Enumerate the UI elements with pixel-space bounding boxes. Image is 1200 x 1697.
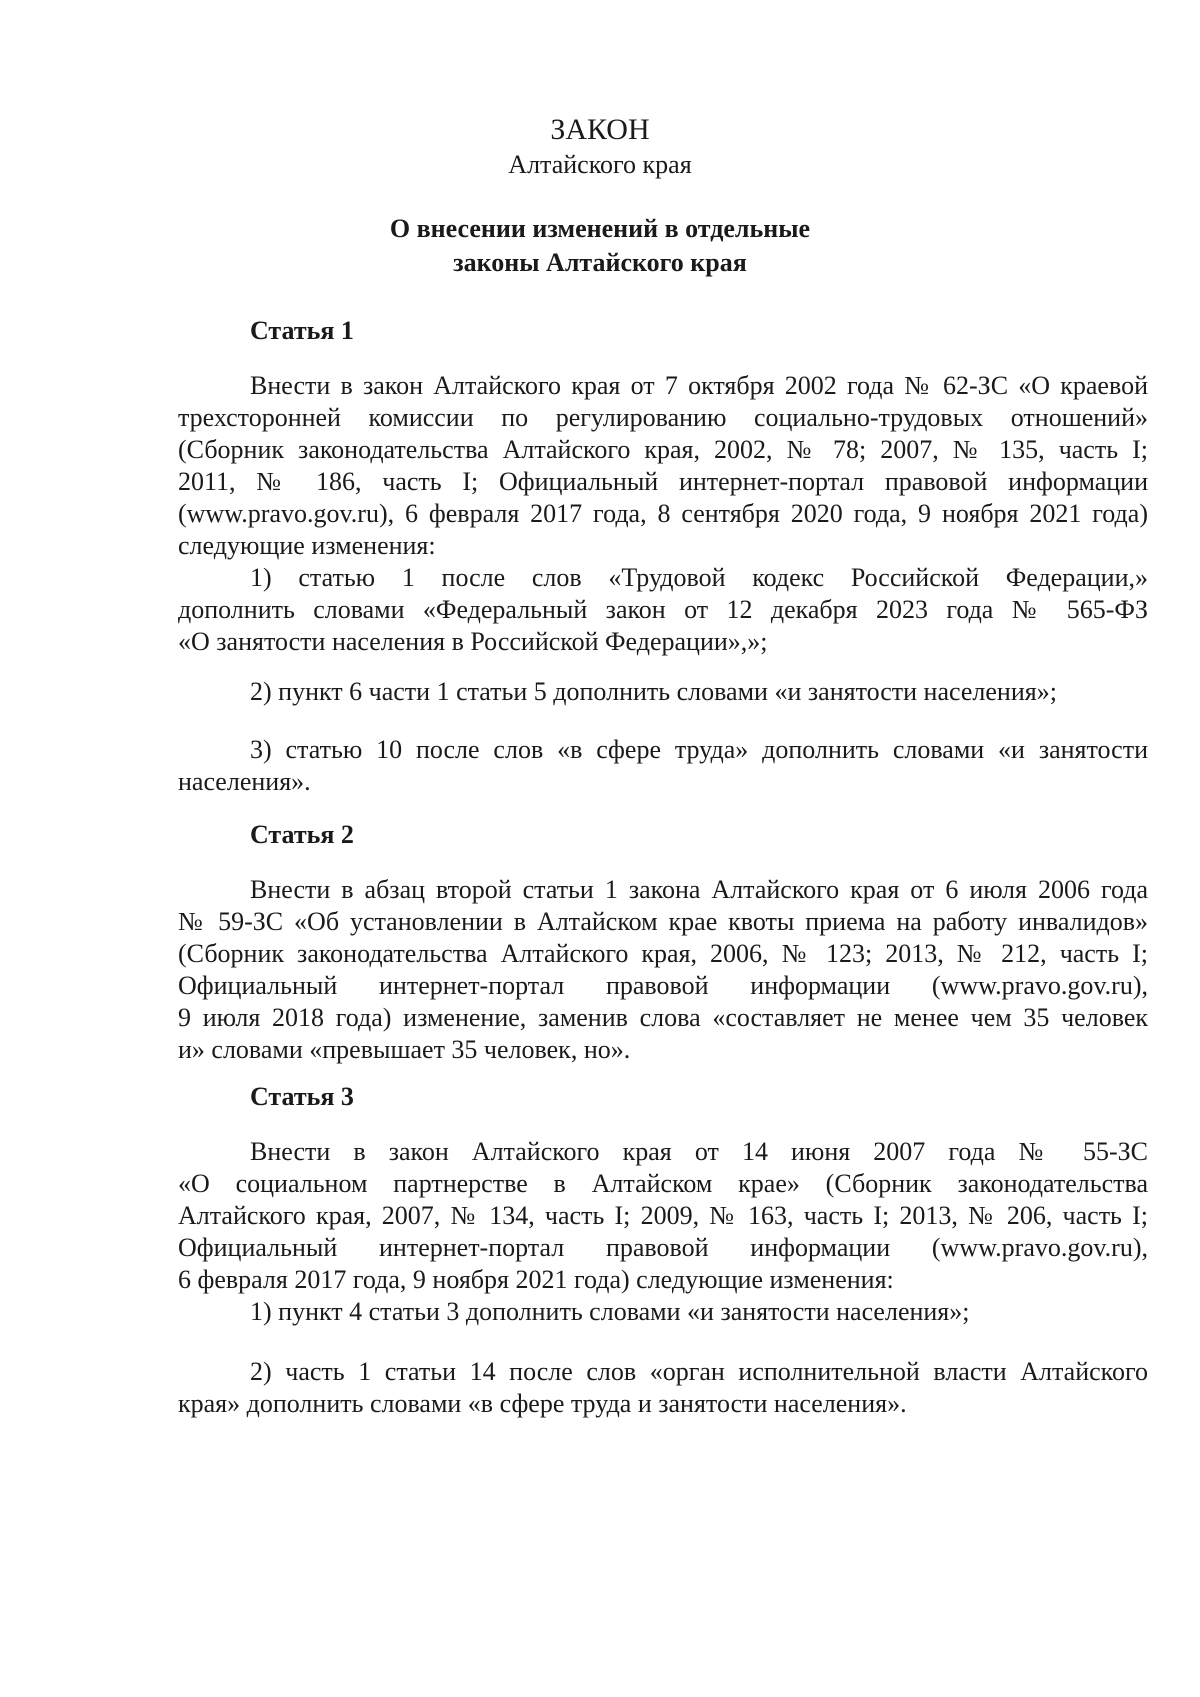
- document-region: Алтайского края: [508, 150, 692, 179]
- article-3-item-2: [178, 1356, 1148, 1420]
- article-1-heading: Статья 1: [250, 316, 354, 345]
- document-title: [0, 212, 1200, 280]
- article-1-intro-line: трехсторонней комиссии по регулированию социально-трудовых отношений»: [178, 403, 1148, 432]
- article-3-item-2-line: края» дополнить словами «в сфере труда и занятости населения».: [178, 1389, 907, 1418]
- article-1-intro-line: 2011, № 186, часть I; Официальный интернет-портал правовой информации: [178, 467, 1148, 496]
- article-3-intro-line: 6 февраля 2017 года, 9 ноября 2021 года) следующие изменения:: [178, 1265, 894, 1294]
- article-1-item-3-line: 3) статью 10 после слов «в сфере труда» дополнить словами «и занятости: [250, 735, 1148, 764]
- article-1-item-1-line: дополнить словами «Федеральный закон от 12 декабря 2023 года № 565-ФЗ: [178, 595, 1148, 624]
- article-2-text-line: 9 июля 2018 года) изменение, заменив слова «составляет не менее чем 35 человек: [178, 1003, 1148, 1032]
- document-title-line-2: законы Алтайского края: [453, 248, 747, 277]
- article-2-heading: Статья 2: [250, 820, 354, 849]
- article-3-heading: Статья 3: [250, 1082, 354, 1111]
- article-1-intro-line: (Сборник законодательства Алтайского края, 2002, № 78; 2007, № 135, часть I;: [178, 435, 1148, 464]
- article-1-intro-line: Внести в закон Алтайского края от 7 октября 2002 года № 62-ЗС «О краевой: [250, 371, 1148, 400]
- article-3-intro-line: Официальный интернет-портал правовой информации (www.pravo.gov.ru),: [178, 1233, 1148, 1262]
- article-1-item-3-line: населения».: [178, 767, 311, 796]
- article-2-text-line: Внести в абзац второй статьи 1 закона Алтайского края от 6 июля 2006 года: [250, 875, 1148, 904]
- article-1-item-1: [178, 562, 1148, 658]
- article-1-intro: [178, 370, 1148, 562]
- article-3-item-1: [178, 1296, 1148, 1328]
- article-1-intro-line: следующие изменения:: [178, 531, 436, 560]
- article-1-item-3: [178, 734, 1148, 798]
- article-2-text-line: № 59-ЗС «Об установлении в Алтайском крае квоты приема на работу инвалидов»: [178, 907, 1148, 936]
- article-2-text-line: (Сборник законодательства Алтайского края, 2006, № 123; 2013, № 212, часть I;: [178, 939, 1148, 968]
- article-1-item-1-line: 1) статью 1 после слов «Трудовой кодекс Российской Федерации,»: [250, 563, 1148, 592]
- document-type: ЗАКОН: [550, 113, 650, 146]
- article-3-intro: [178, 1136, 1148, 1296]
- article-1-item-1-line: «О занятости населения в Российской Федерации»,»;: [178, 627, 768, 656]
- document-title-line-1: О внесении изменений в отдельные: [389, 214, 811, 243]
- article-3-intro-line: Внести в закон Алтайского края от 14 июня 2007 года № 55-ЗС: [250, 1137, 1148, 1166]
- article-3-item-2-line: 2) часть 1 статьи 14 после слов «орган исполнительной власти Алтайского: [250, 1357, 1148, 1386]
- article-3-item-1-line: 1) пункт 4 статьи 3 дополнить словами «и занятости населения»;: [250, 1297, 970, 1326]
- article-2-text: [178, 874, 1148, 1066]
- article-2-text-line: и» словами «превышает 35 человек, но».: [178, 1035, 631, 1064]
- article-1-item-2: [178, 676, 1148, 708]
- article-3-intro-line: «О социальном партнерстве в Алтайском крае» (Сборник законодательства: [178, 1169, 1148, 1198]
- article-1-intro-line: (www.pravo.gov.ru), 6 февраля 2017 года, 8 сентября 2020 года, 9 ноября 2021 года): [178, 499, 1148, 528]
- article-1-item-2-line: 2) пункт 6 части 1 статьи 5 дополнить словами «и занятости населения»;: [250, 677, 1057, 706]
- article-3-intro-line: Алтайского края, 2007, № 134, часть I; 2009, № 163, часть I; 2013, № 206, часть I;: [178, 1201, 1148, 1230]
- article-2-text-line: Официальный интернет-портал правовой информации (www.pravo.gov.ru),: [178, 971, 1148, 1000]
